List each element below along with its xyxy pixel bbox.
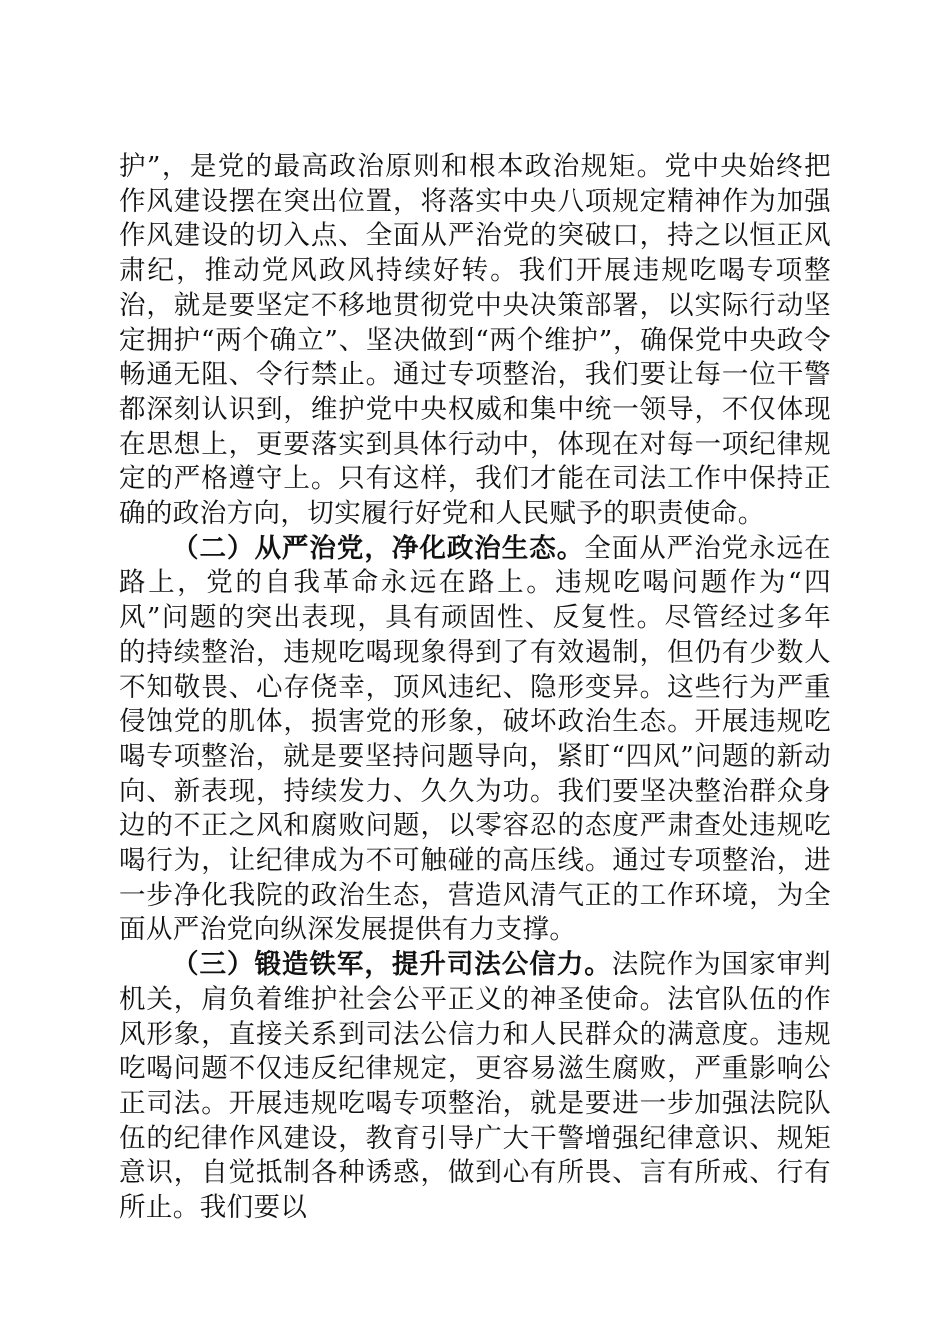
paragraph-3: [119, 948, 831, 1226]
document-body: [119, 150, 831, 1226]
paragraph-1: [119, 150, 831, 532]
paragraph-1-text: 护”，是党的最高政治原则和根本政治规矩。党中央始终把作风建设摆在突出位置，将落实中央八项规定精神作为加强作风建设的切入点、全面从严治党的突破口，持之以恒正风肃纪，推动党风政风持续好转。我们开展违规吃喝专项整治，就是要坚定不移地贯彻党中央决策部署，以实际行动坚定拥护“两个确立”、坚决做到“两个维护”，确保党中央政令畅通无阻、令行禁止。通过专项整治，我们要让每一位干警都深刻认识到，维护党中央权威和集中统一领导，不仅体现在思想上，更要落实到具体行动中，体现在对每一项纪律规定的严格遵守上。只有这样，我们才能在司法工作中保持正确的政治方向，切实履行好党和人民赋予的职责使命。: [119, 151, 831, 530]
paragraph-3-heading: （三）锻造铁军，提升司法公信力。: [172, 949, 612, 981]
paragraph-3-text: 法院作为国家审判机关，肩负着维护社会公平正义的神圣使命。法官队伍的作风形象，直接关系到司法公信力和人民群众的满意度。违规吃喝问题不仅违反纪律规定，更容易滋生腐败，严重影响公正司法。开展违规吃喝专项整治，就是要进一步加强法院队伍的纪律作风建设，教育引导广大干警增强纪律意识、规矩意识，自觉抵制各种诱惑，做到心有所畏、言有所戒、行有所止。我们要以: [119, 949, 831, 1224]
paragraph-2-heading: （二）从严治党，净化政治生态。: [172, 532, 585, 564]
paragraph-2: [119, 532, 831, 948]
paragraph-2-text: 全面从严治党永远在路上，党的自我革命永远在路上。违规吃喝问题作为“四风”问题的突出表现，具有顽固性、反复性。尽管经过多年的持续整治，违规吃喝现象得到了有效遏制，但仍有少数人不知敬畏、心存侥幸，顶风违纪、隐形变异。这些行为严重侵蚀党的肌体，损害党的形象，破坏政治生态。开展违规吃喝专项整治，就是要坚持问题导向，紧盯“四风”问题的新动向、新表现，持续发力、久久为功。我们要坚决整治群众身边的不正之风和腐败问题，以零容忍的态度严肃查处违规吃喝行为，让纪律成为不可触碰的高压线。通过专项整治，进一步净化我院的政治生态，营造风清气正的工作环境，为全面从严治党向纵深发展提供有力支撑。: [119, 532, 831, 946]
